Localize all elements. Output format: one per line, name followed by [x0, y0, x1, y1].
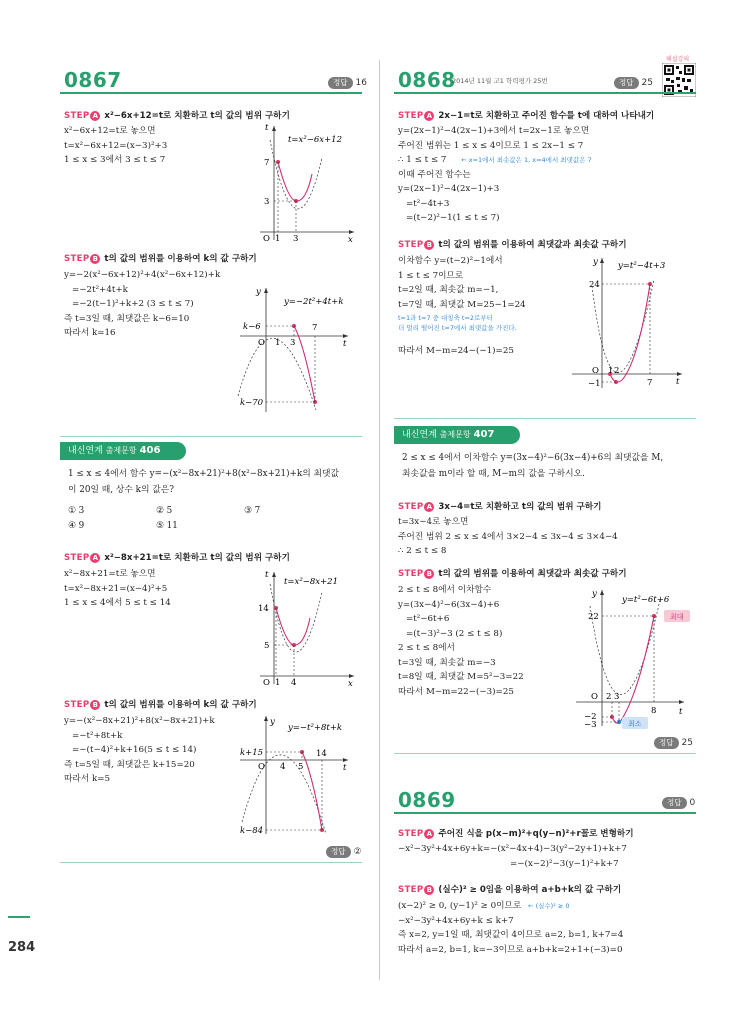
problem-number-0867: 0867 [64, 68, 122, 92]
divider [394, 753, 696, 754]
graph-0868 [568, 252, 688, 392]
origin-label: O [591, 692, 598, 702]
axis-label: y [256, 287, 261, 297]
step-a-body: x²−6x+12=t로 놓으면 t=x²−6x+12=(x−3)²+3 1 ≤ x ≤ 3에서 3 ≤ t ≤ 7 [64, 126, 168, 165]
curve-label: t=x²−8x+21 [284, 577, 339, 587]
axis-label: x [348, 235, 353, 244]
tick-label: −1 [588, 379, 601, 389]
curve-label: y=t²−6t+6 [622, 595, 670, 605]
tick-label: 2 [606, 692, 612, 702]
axis-label: t [265, 123, 269, 133]
tick-label: 5 [264, 641, 270, 651]
step-a-body-0868: y=(2x−1)²−4(2x−1)+3에서 t=2x−1로 놓으면 주어진 범위는 1 ≤ x ≤ 4이므로 1 ≤ 2x−1 ≤ 7 ∴ 1 ≤ t ≤ 7 ← x=1에서 최솟값은 1, x=4에서 최댓값은 7 이때 주어진 함수는 y=(2x−1)²−4(2x−1)+3 =t²−4t+3 =(t−2)²−1(1 ≤ t ≤ 7) [398, 126, 592, 223]
tick-label: k−84 [240, 826, 264, 836]
tick-label: 1 [608, 366, 614, 376]
answer-0868: 정답 25 [614, 77, 653, 89]
origin-label: O [263, 678, 270, 688]
axis-label: y [270, 717, 275, 727]
step-b-body-0869: (x−2)² ≥ 0, (y−1)² ≥ 0이므로 ← (실수)² ≥ 0 −x²−3y²+4x+6y+k ≤ k+7 즉 x=2, y=1일 때, 최댓값이 4이므로 a=2, b=1, k+7=4 따라서 a=2, b=1, k=−3이므로 a+b+k=2+1+(−3)=0 [398, 901, 624, 955]
step-b-body-406: y=−(x²−8x+21)²+8(x²−8x+21)+k =−t²+8t+k =−(t−4)²+k+16(5 ≤ t ≤ 14) 즉 t=5일 때, 최댓값은 k+15=20 따라서 k=5 [64, 716, 215, 784]
tick-label: 4 [291, 678, 297, 688]
curve-label: t=x²−6x+12 [288, 135, 343, 145]
problem-number-0868: 0868 [398, 68, 456, 92]
curve-label: y=−2t²+4t+k [284, 297, 344, 307]
step-a-heading-406: STEP A x²−8x+21=t로 치환하고 t의 값의 범위 구하기 [64, 553, 290, 563]
tick-label: 7 [647, 378, 653, 388]
divider [394, 92, 696, 94]
origin-label: O [263, 234, 270, 244]
tick-label: 1 [275, 234, 281, 244]
choices-406 [68, 504, 348, 536]
final-0868: 따라서 M−m=24−(−1)=25 [398, 346, 514, 356]
graph-407 [572, 586, 696, 730]
qr-label: 해설강의 [666, 56, 690, 63]
answer-value: 16 [355, 78, 367, 88]
curve-label: y=−t²+8t+k [288, 723, 343, 733]
choice-4: ④ 9 [68, 521, 85, 531]
tick-label: 8 [651, 706, 657, 716]
problem-number-0869: 0869 [398, 788, 456, 812]
graph-406-b [236, 712, 360, 838]
step-a-body-406: x²−8x+21=t로 놓으면 t=x²−8x+21=(x−4)²+5 1 ≤ x ≤ 4에서 5 ≤ t ≤ 14 [64, 569, 171, 608]
divider [394, 418, 696, 419]
origin-label: O [592, 366, 599, 376]
tick-label: 3 [264, 197, 270, 207]
min-label: 최소 [628, 720, 642, 728]
tick-label: k−6 [243, 322, 261, 332]
step-a-heading-0868: STEP A 2x−1=t로 치환하고 주어진 함수를 t에 대하여 나타내기 [398, 111, 655, 121]
origin-label: O [258, 338, 265, 348]
choice-2: ② 5 [156, 506, 173, 516]
divider [60, 436, 362, 437]
tick-label: 14 [258, 604, 269, 614]
graph-0867-b [236, 284, 360, 416]
banner-406: 내신연계 출제문항 406 [60, 442, 186, 460]
tick-label: 3 [614, 692, 620, 702]
step-a-body-0869: −x²−3y²+4x+6y+k=−(x²−4x+4)−3(y²−2y+1)+k+7 =−(x−2)²−3(y−1)²+k+7 [398, 844, 627, 869]
answer-0869: 정답 0 [662, 797, 695, 809]
answer-406: 정답 ② [326, 846, 362, 858]
tick-label: 5 [298, 762, 304, 772]
max-label: 최대 [670, 613, 684, 621]
graph-406-a [248, 566, 358, 688]
tick-label: 1 [275, 338, 281, 348]
page-number: 284 [8, 940, 36, 955]
tick-label: k+15 [240, 748, 264, 758]
axis-label: x [348, 679, 353, 688]
tick-label: 4 [280, 762, 286, 772]
tick-label: −2 [584, 712, 597, 722]
tick-label: 22 [588, 612, 599, 622]
axis-label: t [343, 339, 347, 349]
step-b-heading-406: STEP B t의 값의 범위를 이용하여 k의 값 구하기 [64, 700, 257, 710]
step-b-heading-0868: STEP B t의 값의 범위를 이용하여 최댓값과 최솟값 구하기 [398, 240, 627, 250]
tick-label: 24 [589, 280, 600, 290]
question-407: 2 ≤ x ≤ 4에서 이차함수 y=(3x−4)²−6(3x−4)+6의 최댓값을 M, 최솟값을 m이라 할 때, M−m의 값을 구하시오. [402, 453, 664, 479]
step-a-heading: STEP A x²−6x+12=t로 치환하고 t의 값의 범위 구하기 [64, 111, 290, 121]
step-a-heading-0869: STEP A 주어진 식을 p(x−m)²+q(y−n)²+r꼴로 변형하기 [398, 829, 634, 839]
tick-label: 2 [614, 366, 620, 376]
tick-label: 3 [293, 234, 299, 244]
source-0868: 2014년 11월 고1 학력평가 25번 [452, 77, 548, 85]
graph-0867-a [248, 118, 358, 244]
tick-label: 3 [290, 338, 296, 348]
tick-label: −3 [584, 720, 597, 730]
banner-407: 내신연계 출제문항 407 [394, 426, 520, 444]
tick-label: 1 [275, 678, 281, 688]
step-b-heading: STEP B t의 값의 범위를 이용하여 k의 값 구하기 [64, 254, 257, 264]
origin-label: O [258, 762, 265, 772]
tick-label: k−70 [240, 398, 264, 408]
note-0868: t=1과 t=7 중 대칭축 t=2로부터 더 멀리 떨어진 t=7에서 최댓값을 가진다. [398, 314, 517, 332]
step-b-heading-407: STEP B t의 값의 범위를 이용하여 최댓값과 최솟값 구하기 [398, 569, 627, 579]
axis-label: t [343, 763, 347, 773]
axis-label: y [592, 589, 597, 599]
tick-label: 7 [264, 158, 270, 168]
step-a-heading-407: STEP A 3x−4=t로 치환하고 t의 값의 범위 구하기 [398, 502, 602, 512]
axis-label: t [676, 377, 680, 387]
step-b-body-0868: 이차함수 y=(t−2)²−1에서 1 ≤ t ≤ 7이므로 t=2일 때, 최솟값 m=−1, t=7일 때, 최댓값 M=25−1=24 [398, 256, 526, 310]
step-b-body: y=−2(x²−6x+12)²+4(x²−6x+12)+k =−2t²+4t+k =−2(t−1)²+k+2 (3 ≤ t ≤ 7) 즉 t=3일 때, 최댓값은 k−6=10 따라서 k=16 [64, 270, 221, 338]
axis-label: t [679, 707, 683, 717]
answer-0867 [328, 77, 367, 89]
choice-3: ③ 7 [244, 506, 261, 516]
page-number-bar [8, 916, 30, 918]
divider [60, 862, 362, 863]
step-b-body-407: 2 ≤ t ≤ 8에서 이차함수 y=(3x−4)²−6(3x−4)+6 =t²−6t+6 =(t−3)²−3 (2 ≤ t ≤ 8) 2 ≤ t ≤ 8에서 t=3일 때, 최솟값 m=−3 t=8일 때, 최댓값 M=5²−3=22 따라서 M−m=22−(−3)=25 [398, 585, 524, 697]
column-divider [379, 60, 380, 980]
axis-label: t [265, 570, 269, 580]
divider [60, 92, 362, 94]
tick-label: 7 [312, 323, 318, 333]
divider [394, 812, 696, 814]
question-406: 1 ≤ x ≤ 4에서 함수 y=−(x²−8x+21)²+8(x²−8x+21)+k의 최댓값 이 20일 때, 상수 k의 값은? [68, 469, 340, 495]
answer-tag: 정답 [328, 77, 353, 89]
step-a-body-407: t=3x−4로 놓으면 주어진 범위 2 ≤ x ≤ 4에서 3×2−4 ≤ 3x−4 ≤ 3×4−4 ∴ 2 ≤ t ≤ 8 [398, 517, 618, 556]
choice-1: ① 3 [68, 506, 85, 516]
answer-407: 정답 25 [654, 737, 693, 749]
tick-label: 14 [316, 749, 327, 759]
curve-label: y=t²−4t+3 [618, 261, 666, 271]
step-b-heading-0869: STEP B (실수)² ≥ 0임을 이용하여 a+b+k의 값 구하기 [398, 885, 622, 895]
axis-label: y [593, 257, 598, 267]
choice-5: ⑤ 11 [156, 521, 178, 531]
